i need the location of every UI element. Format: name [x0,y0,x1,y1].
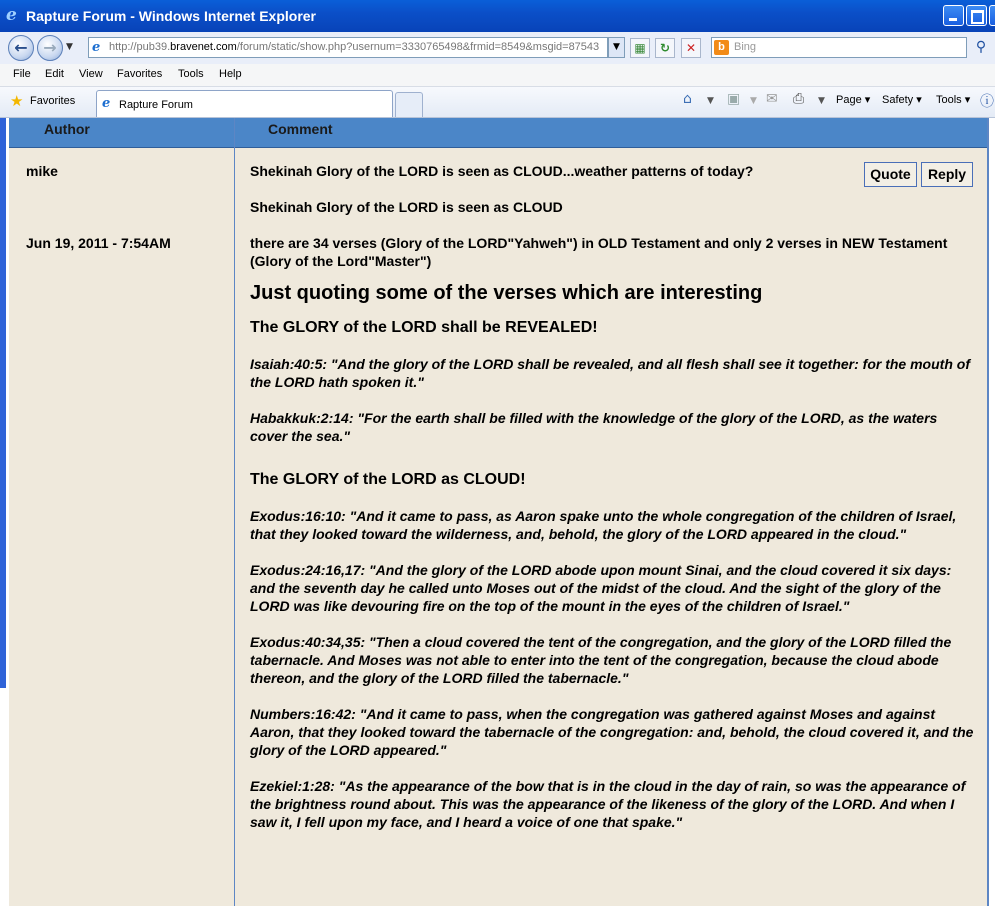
mail-icon[interactable]: ✉ [766,91,778,107]
page-menu[interactable]: Page ▾ [836,94,871,106]
print-dropdown-icon[interactable]: ▼ [818,96,825,106]
post-intro-line: Shekinah Glory of the LORD is seen as CLOUD [250,199,563,215]
section-heading-cloud: The GLORY of the LORD as CLOUD! [250,471,526,488]
minimize-button[interactable] [943,5,964,26]
menu-view[interactable]: View [79,68,103,80]
menu-edit[interactable]: Edit [45,68,64,80]
print-icon[interactable]: ⎙ [793,91,805,107]
compatibility-view-icon[interactable]: ▦ [630,38,650,58]
quote-button[interactable]: Quote [864,162,917,187]
favorites-button[interactable]: Favorites [30,95,76,107]
bing-icon: b [714,40,729,55]
tab-page-icon: e [102,96,111,111]
verse-numbers-16: Numbers:16:42: "And it came to pass, when the congregation was gathered against Moses and against Aaron, that they looked toward the tabernacle of the congregation: and, behold, the cloud covered it, and the glory of the LORD appeared." [250,706,974,758]
recent-pages-dropdown[interactable]: ▼ [66,42,73,52]
section-heading-revealed: The GLORY of the LORD shall be REVEALED! [250,319,598,336]
feeds-dropdown-icon[interactable]: ▼ [750,96,757,106]
forward-button[interactable]: → [37,35,63,61]
refresh-icon[interactable]: ↻ [655,38,675,58]
menu-favorites[interactable]: Favorites [117,68,163,80]
page-icon: e [92,40,101,55]
home-dropdown-icon[interactable]: ▼ [707,96,714,106]
safety-menu[interactable]: Safety ▾ [882,94,922,106]
home-icon[interactable]: ⌂ [683,91,692,107]
verse-exodus-24: Exodus:24:16,17: "And the glory of the LORD abode upon mount Sinai, and the cloud covered it six days: and the seventh day he called unto Moses out of the midst of the cloud. And the sight of the glory of the LORD was like devouring fire on the top of the mount in the eyes of the children of Israel." [250,562,952,614]
verse-exodus-40: Exodus:40:34,35: "Then a cloud covered the tent of the congregation, and the glory of the LORD filled the tabernacle. And Moses was not able to enter into the tent of the congregation, because the cloud abode thereon, and the glory of the LORD filled the tabernacle." [250,634,952,686]
post-intro-paragraph: there are 34 verses (Glory of the LORD"Yahweh") in OLD Testament and only 2 verses in NEW Testament (Glory of the Lord"Master") [250,235,948,269]
verse-ezekiel-1: Ezekiel:1:28: "As the appearance of the bow that is in the cloud in the day of rain, so was the appearance of the brightness round about. This was the appearance of the likeness of the glory of the LORD. And when I saw it, I fell upon my face, and I heard a voice of one that spake." [250,778,966,830]
menu-file[interactable]: File [13,68,31,80]
close-window-button[interactable] [989,5,995,26]
table-right-border [987,118,989,906]
ie-logo-icon: e [6,5,17,25]
post-author[interactable]: mike [26,163,58,179]
verse-exodus-16: Exodus:16:10: "And it came to pass, as Aaron spake unto the whole congregation of the children of Israel, that they looked toward the wilderness, and, behold, the glory of the LORD appeared in the cloud." [250,508,957,542]
page-viewport [0,118,995,906]
reply-button[interactable]: Reply [921,162,973,187]
address-url[interactable]: http://pub39.bravenet.com/forum/static/show.php?usernum=3330765498&frmid=8549&msgid=87543 [109,41,600,53]
post-main-heading: Just quoting some of the verses which are interesting [250,282,763,304]
back-button[interactable]: ← [8,35,34,61]
menu-bar [0,64,995,87]
menu-help[interactable]: Help [219,68,242,80]
verse-habakkuk: Habakkuk:2:14: "For the earth shall be filled with the knowledge of the glory of the LORD, as the waters cover the sea." [250,410,938,444]
maximize-button[interactable] [966,5,987,26]
help-icon[interactable]: ⓘ [980,94,994,110]
address-bar[interactable] [88,37,608,58]
forum-post-table [9,118,989,906]
favorites-star-icon[interactable]: ★ [10,92,24,110]
table-header [9,118,989,148]
page-left-edge [0,118,6,688]
menu-tools[interactable]: Tools [178,68,204,80]
address-dropdown-button[interactable]: ▼ [608,37,625,58]
column-divider [234,118,235,906]
post-date: Jun 19, 2011 - 7:54AM [26,235,171,251]
stop-icon[interactable]: ✕ [681,38,701,58]
new-tab-button[interactable] [395,92,423,117]
favorites-bar [0,87,995,118]
window-title-bar [0,0,995,32]
verse-isaiah: Isaiah:40:5: "And the glory of the LORD shall be revealed, and all flesh shall see it together: for the mouth of the LORD hath spoken it." [250,356,970,390]
tools-menu[interactable]: Tools ▾ [936,94,971,106]
post-subject: Shekinah Glory of the LORD is seen as CLOUD...weather patterns of today? [250,163,754,179]
search-placeholder: Bing [734,41,757,53]
tab-label: Rapture Forum [119,99,193,111]
post-body [250,162,975,831]
window-title: Rapture Forum - Windows Internet Explorer [26,8,317,24]
tab-rapture-forum[interactable] [96,90,393,117]
search-icon[interactable]: ⚲ [975,39,987,55]
feeds-icon[interactable]: ▣ [727,91,741,107]
author-column-header: Author [44,121,90,137]
search-input[interactable] [711,37,967,58]
comment-column-header: Comment [268,121,333,137]
address-toolbar [0,32,995,65]
